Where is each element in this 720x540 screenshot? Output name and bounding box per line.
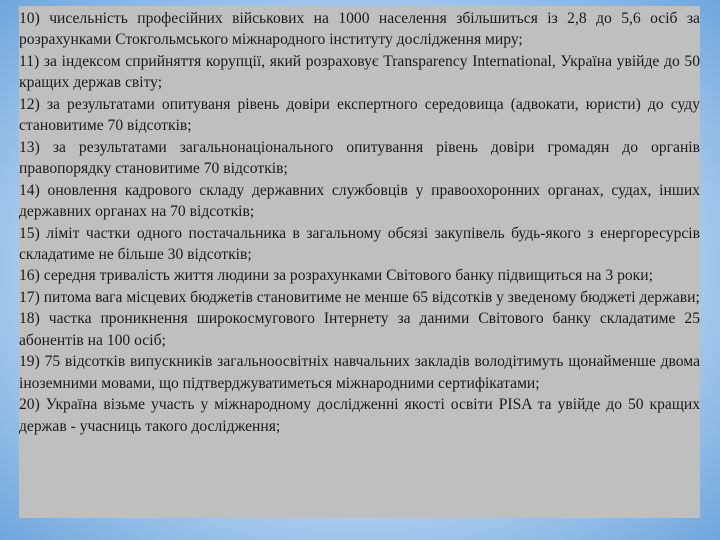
item-number: 17) [19,288,40,306]
item-number: 18) [19,310,40,328]
item-number: 19) [19,353,40,371]
item-text: оновлення кадрового складу державних службовців у правоохоронних органах, судах, інших державних органах на 70 відсотків; [19,181,701,221]
list-item [19,223,700,266]
item-number: 10) [19,10,40,27]
item-number: 14) [19,181,40,199]
item-text: ліміт частки одного постачальника в загальному обсязі закупівель будь-якого з енергоресурсів складатиме не більше 30 відсотків; [19,224,700,263]
list-item [19,265,700,286]
item-number: 13) [19,138,40,156]
item-text: за результатами загальнонаціонального опитування рівень довіри громадян до органів правопорядку становитиме 70 відсотків; [19,138,700,178]
list-item [19,51,700,94]
item-number: 11) [19,52,40,70]
item-number: 20) [19,396,40,414]
item-number: 16) [19,267,40,285]
item-text: за індексом сприйняття корупції, який розраховує Transparency International, Україна увійде до 50 кращих держав світу; [19,52,700,92]
text-box [19,6,700,518]
list-item [19,8,700,51]
list-item [19,394,700,437]
list-item [19,308,700,351]
item-text: частка проникнення широкосмугового Інтернету за даними Світового банку складатиме 25 абонентів на 100 осіб; [19,310,700,349]
item-number: 12) [19,95,40,113]
item-number: 15) [19,224,40,242]
list-item [19,287,700,308]
item-text: 75 відсотків випускників загальноосвітніх навчальних закладів володітимуть щонайменше двома іноземними мовами, що підтверджуватиметься міжнародними сертифікатами; [19,353,700,392]
list-item [19,137,700,180]
item-text: Україна візьме участь у міжнародному дослідженні якості освіти PISA та увійде до 50 кращих держав - учасниць такого дослідження; [19,396,700,435]
list-item [19,180,700,223]
item-text: чисельність професійних військових на 1000 населення збільшиться із 2,8 до 5,6 осіб за розрахунками Стокгольмського міжнародного інституту дослідження миру; [19,10,700,49]
item-text: за результатами опитуваня рівень довіри експертного середовища (адвокати, юристи) до суду становитиме 70 відсотків; [19,95,700,135]
list-item [19,351,700,394]
item-text: середня тривалість життя людини за розрахунками Світового банку підвищиться на 3 роки; [43,267,653,285]
list-item [19,94,700,137]
item-text: питома вага місцевих бюджетів становитиме не менше 65 відсотків у зведеному бюджеті держави; [43,288,700,306]
